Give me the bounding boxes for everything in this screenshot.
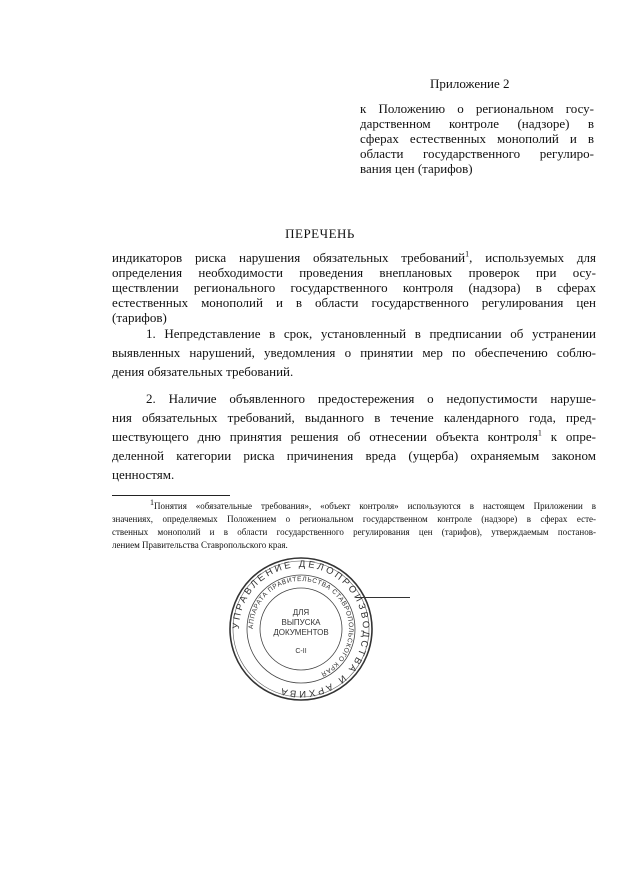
list-subtitle-line: ществлении регионального государственного контроля (надзора) в сферах xyxy=(112,280,596,295)
appendix-ref-line: вания цен (тарифов) xyxy=(360,161,473,176)
stamp-outer-ring-text: УПРАВЛЕНИЕ ДЕЛОПРОИЗВОДСТВА И АРХИВА xyxy=(230,558,372,700)
paragraph-line: ния обязательных требований, выданного в течение календарного года, пред- xyxy=(112,410,596,425)
footnote-text: Понятия «обязательные требования», «объект контроля» используются в настоящем Приложении в xyxy=(154,501,596,511)
footnote-mark: 1 xyxy=(150,498,154,507)
stamp-center-line: ДОКУМЕНТОВ xyxy=(273,628,329,637)
footnote xyxy=(112,500,596,552)
appendix-title: Приложение 2 xyxy=(430,76,510,91)
list-item-1 xyxy=(112,324,596,381)
stamp-center-text xyxy=(268,608,334,638)
appendix-ref-line: сферах естественных монополий и в xyxy=(360,131,594,146)
list-subtitle-line xyxy=(112,250,596,265)
stamp-inner-ring-text: АППАРАТА ПРАВИТЕЛЬСТВА СТАВРОПОЛЬСКОГО КРАЯ xyxy=(247,575,355,678)
signature-line xyxy=(356,597,410,598)
appendix-ref-line: к Положению о региональном госу- xyxy=(360,101,594,116)
paragraph-text: к опре- xyxy=(541,429,596,444)
stamp-code: С-II xyxy=(295,648,307,655)
list-subtitle-text: индикаторов риска нарушения обязательных требований xyxy=(112,250,466,265)
appendix-ref-line: дарственном контроле (надзоре) в xyxy=(360,116,594,131)
list-subtitle-text: , используемых для xyxy=(469,250,597,265)
footnote-ref: 1 xyxy=(537,428,542,438)
footnote-divider xyxy=(112,495,230,496)
stamp-center-line: ВЫПУСКА xyxy=(281,618,321,627)
paragraph-line: ценностям. xyxy=(112,467,175,482)
appendix-reference xyxy=(360,101,594,176)
footnote-ref: 1 xyxy=(465,249,470,259)
paragraph-line: деленной категории риска причинения вреда (ущерба) охраняемым законом xyxy=(112,448,596,463)
paragraph-text: шествующего дню принятия решения об отнесении объекта контроля xyxy=(112,429,538,444)
list-item-2 xyxy=(112,389,596,484)
paragraph-line: дения обязательных требований. xyxy=(112,364,294,379)
paragraph-line: 2. Наличие объявленного предостережения о недопустимости наруше- xyxy=(146,391,596,406)
paragraph-line xyxy=(112,427,596,446)
appendix-ref-line: области государственного регулиро- xyxy=(360,146,594,161)
paragraph-line: 1. Непредставление в срок, установленный в предписании об устранении xyxy=(146,326,596,341)
list-subtitle-line: определения необходимости проведения внеплановых проверок при осу- xyxy=(112,265,596,280)
list-subtitle-line: естественных монополий и в области государственного регулирования цен xyxy=(112,295,596,310)
footnote-line: ственных монополий и в области государственного регулирования цен (тарифов), утверждаемым постанов- xyxy=(112,527,596,537)
list-subtitle xyxy=(112,250,596,325)
footnote-line xyxy=(112,500,596,513)
list-title: ПЕРЕЧЕНЬ xyxy=(285,226,355,241)
stamp-center-line: ДЛЯ xyxy=(292,608,310,617)
footnote-line: значениях, определяемых Положением о региональном государственном контроле (надзоре) в сферах есте- xyxy=(112,514,596,524)
list-subtitle-line: (тарифов) xyxy=(112,310,167,325)
paragraph-line: выявленных нарушений, уведомления о принятии мер по обеспечению соблю- xyxy=(112,345,596,360)
footnote-line: лением Правительства Ставропольского края. xyxy=(112,540,288,550)
